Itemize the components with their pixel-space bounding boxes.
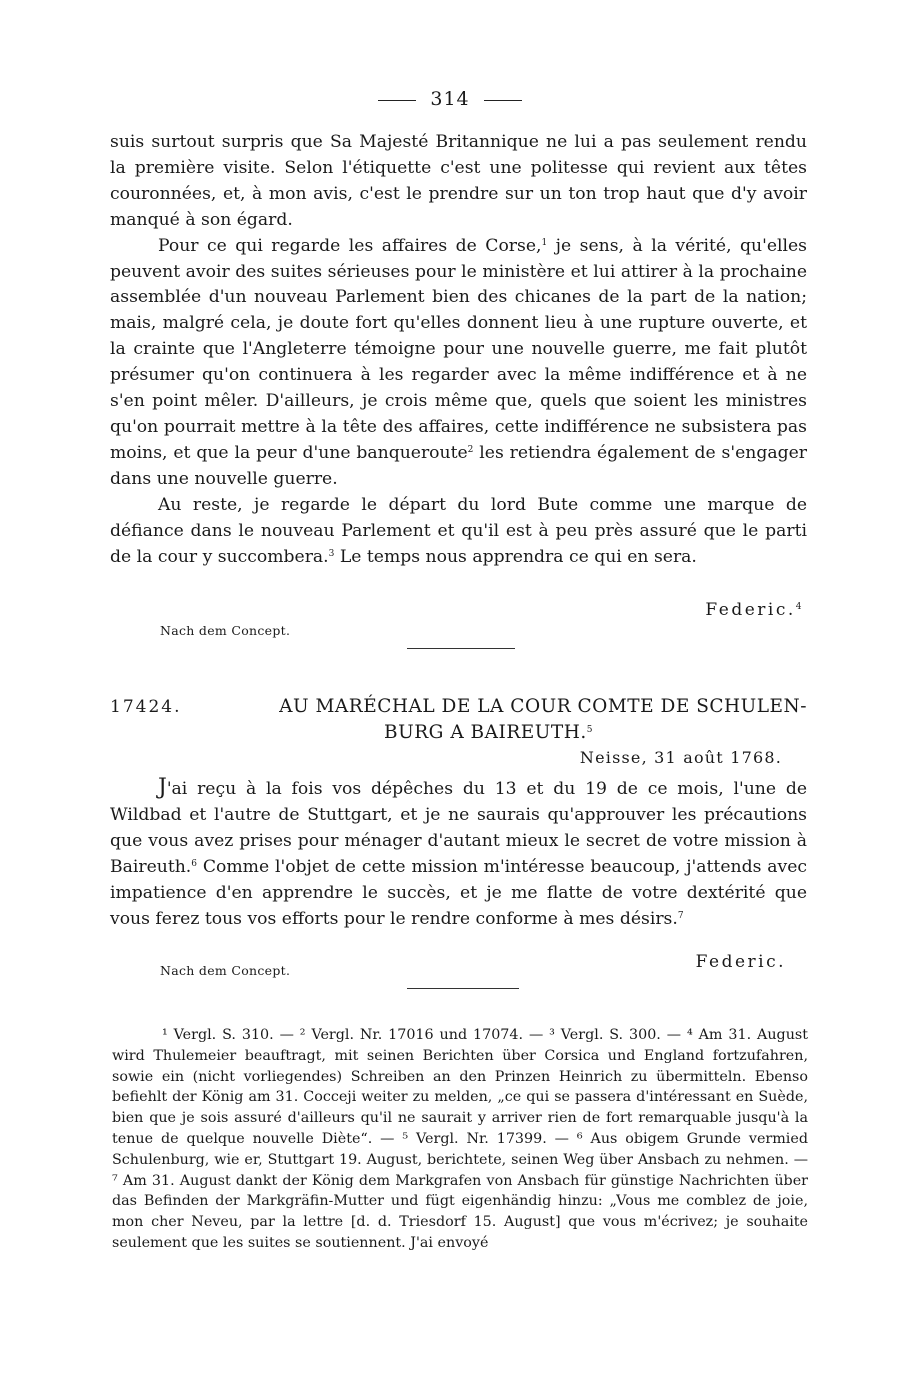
source-note-2: Nach dem Concept. [160,963,291,978]
page-number: 314 [430,88,470,110]
header-dash-right [484,100,522,101]
footnote-ref-7[interactable]: 7 [677,910,684,921]
document-number: 17424. [110,697,182,717]
footnote-ref-1[interactable]: 1 [541,237,548,248]
footnote-ref-3[interactable]: 3 [328,548,335,559]
letter-body [110,775,807,932]
document-title-line-1: AU MARÉCHAL DE LA COUR COMTE DE SCHULEN- [279,696,807,717]
header-dash-left [378,100,416,101]
footnotes-text: ¹ Vergl. S. 310. — ² Vergl. Nr. 17016 und 17074. — ³ Vergl. S. 300. — ⁴ Am 31. August wird Thulemeier beauftragt, mit seinen Berichten über Corsica und England fortzufahren, sowie ein (nicht vorliegendes) Schreiben an den Prinzen Heinrich zu übermitteln. Ebenso befiehlt der König am 31. Cocceji weiter zu melden, „ce qui se passera d'intéressant en Suède, bien que je sois assuré d'ailleurs qu'il ne saurait y arriver rien de fort remarquable jusqu'à la tenue de quelque nouvelle Diète“. — ⁵ Vergl. Nr. 17399. — ⁶ Aus obigem Grunde vermied Schulenburg, wie er, Stuttgart 19. August, berichtete, seinen Weg über Ansbach zu nehmen. — ⁷ Am 31. August dankt der König dem Markgrafen von Ansbach für günstige Nachrichten über das Befinden der Markgräfin-Mutter und fügt eigenhändig hinzu: „Vous me comblez de joie, mon cher Neveu, par la lettre [d. d. Triesdorf 15. August] que vous m'écrivez; je souhaite seulement que les suites se soutiennent. J'ai envoyé [112,1027,808,1251]
paragraph-1: suis surtout surpris que Sa Majesté Britannique ne lui a pas seulement rendu la première visite. Selon l'étiquette c'est une politesse qui revient aux têtes couronnées, et, à mon avis, c'est le prendre sur un ton trop haut que d'y avoir manqué à son égard. [110,132,807,230]
heading-line-1 [110,694,807,720]
footnote-ref-2[interactable]: 2 [467,444,474,455]
initial-letter: J [158,775,167,800]
footnote-ref-4[interactable]: 4 [795,602,804,612]
paragraph-2: Pour ce qui regarde les affaires de Corse,$^1$ je sens, à la vérité, qu'elles peuvent avoir des suites sérieuses pour le ministère et lui attirer à la prochaine assemblée d'un nouveau Parlement bien des chicanes de la part de la nation; mais, malgré cela, je doute fort qu'elles donnent lieu à une rupture ouverte, et la crainte que l'Angleterre témoigne pour une nouvelle guerre, me fait plutôt présumer qu'on continuera à les regarder avec la même indifférence et à ne s'en point mêler. D'ailleurs, je crois même que, quels que soient les ministres qu'on pourrait mettre à la tête des affaires, cette indifférence ne subsistera pas moins, et que la peur d'une banqueroute$^2$ les retiendra également de s'engager dans une nouvelle guerre. [110,235,807,489]
separator-rule-2 [407,988,519,989]
source-note-1: Nach dem Concept. [160,623,291,638]
footnote-ref-6[interactable]: 6 [191,858,198,869]
continued-letter [110,130,807,570]
signature-2: Federic. [695,952,786,972]
page-header [0,88,900,110]
paragraph-3: Au reste, je regarde le départ du lord Bute comme une marque de défiance dans le nouveau Parlement et qu'il est à peu près assuré que le parti de la cour y succombera.$^3$ Le temps nous apprendra ce qui en sera. [110,494,807,567]
dateline: Neisse, 31 août 1768. [579,748,782,767]
document-heading [110,694,807,746]
signature-1: Federic.$^4$ [705,600,804,620]
separator-rule-1 [407,648,515,649]
footnotes [112,1025,808,1254]
letter-paragraph: J'ai reçu à la fois vos dépêches du 13 et du 19 de ce mois, l'une de Wildbad et l'autre de Stuttgart, et je ne saurais qu'approuver les précautions que vous avez prises pour ménager d'autant mieux le secret de votre mission à Baireuth.$^6$ Comme l'objet de cette mission m'intéresse beaucoup, j'attends avec impatience d'en apprendre le succès, et je me flatte de votre dextérité que vous ferez tous vos efforts pour le rendre conforme à mes désirs.$^7$ [110,775,807,929]
heading-line-2 [110,720,807,746]
document-title-line-2: BURG A BAIREUTH. [384,722,587,743]
footnote-ref-5[interactable]: 5 [586,725,593,735]
